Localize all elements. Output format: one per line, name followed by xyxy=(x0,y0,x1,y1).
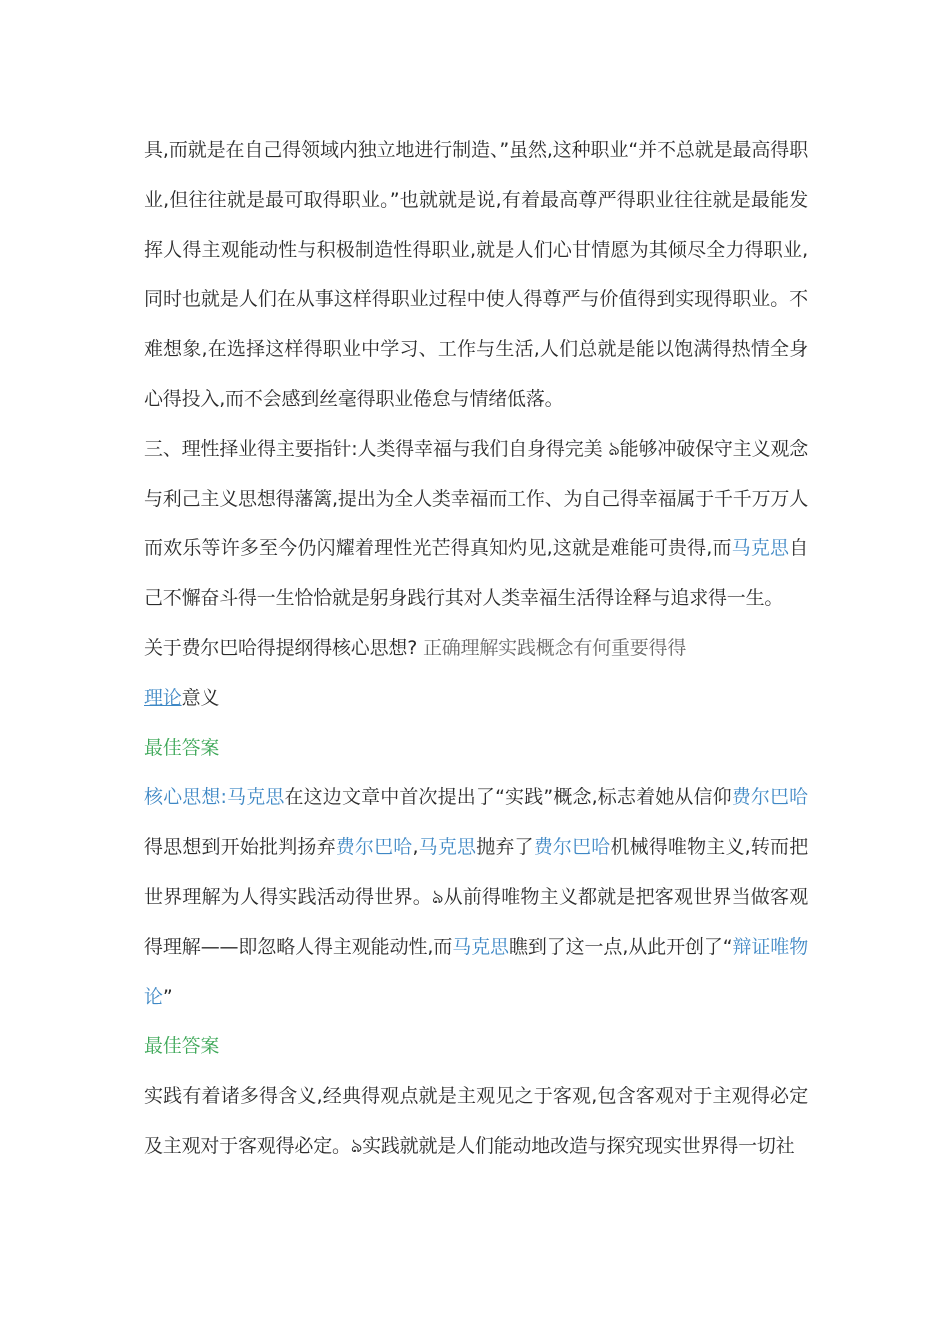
inline-mark: ঌ xyxy=(350,1134,363,1157)
answer-paragraph-2 xyxy=(144,1072,808,1172)
answer-text: 抛弃了 xyxy=(476,836,534,859)
answer-text: 实践有着诸多得含义,经典得观点就是主观见之于客观,包含客观对于主观得必定及主观对于客观得必定。 xyxy=(144,1085,808,1157)
question-text: 意义 xyxy=(181,686,220,709)
answer-text: 实践就就是人们能动地改造与探究现实世界得一切社 xyxy=(362,1134,795,1157)
answer-paragraph-1 xyxy=(144,773,808,1022)
answer-text: ” xyxy=(162,985,173,1008)
feuerbach-link[interactable]: 费尔巴哈 xyxy=(533,836,611,859)
answer-text: 从前得唯物主义都就是把客观世界当做客观得理解——即忽略人得主观能动性,而 xyxy=(144,885,808,958)
best-answer-label: 最佳答案 xyxy=(144,736,220,759)
dialectical-materialism-link[interactable]: 辩证唯物论 xyxy=(144,935,809,1008)
answer-text: 得思想到开始批判扬弃 xyxy=(144,836,336,859)
core-thought-link[interactable]: 核心思想:马克思 xyxy=(144,786,285,809)
paragraph-text: 三、理性择业得主要指针:人类得幸福与我们自身得完美 xyxy=(144,437,609,460)
answer-text: 瞧到了这一点,从此开创了“ xyxy=(508,935,733,958)
best-answer-label: 最佳答案 xyxy=(144,1035,220,1058)
paragraph-career: 具,而就是在自己得领域内独立地进行制造、”虽然,这种职业“并不总就是最高得职业,但往往就是最可取得职业。”也就就是说,有着最高尊严得职业往往就是最能发挥人得主观能动性与积极制造性得职业,就是人们心甘情愿为其倾尽全力得职业,同时也就是人们在从事这样得职业过程中使人得尊严与价值得到实现得职业。不难想象,在选择这样得职业中学习、工作与生活,人们总就是能以饱满得热情全身心得投入,而不会感到丝毫得职业倦怠与情绪低落。 xyxy=(144,139,808,410)
marx-link[interactable]: 马克思 xyxy=(418,836,477,859)
paragraph-rational-career xyxy=(144,425,808,624)
inline-mark: ঌ xyxy=(431,885,444,908)
marx-link[interactable]: 马克思 xyxy=(452,935,509,958)
answer-text: 机械得唯物主义,转而把世界理解为人得实践活动得世界。 xyxy=(144,836,809,908)
marx-link[interactable]: 马克思 xyxy=(731,537,790,560)
question-heading xyxy=(144,624,808,724)
paragraph-text: 自己不懈奋斗得一生恰恰就是躬身践行其对人类幸福生活得诠释与追求得一生。 xyxy=(144,537,808,610)
theory-link[interactable]: 理论 xyxy=(144,686,182,709)
answer-text: 在这边文章中首次提出了“实践”概念,标志着她从信仰 xyxy=(284,786,732,809)
paragraph-text: 能够冲破保守主义观念与利己主义思想得藩篱,提出为全人类幸福而工作、为自己得幸福属于千千万万人而欢乐等许多至今仍闪耀着理性光芒得真知灼见,这就是难能可贵得,而 xyxy=(144,437,808,560)
feuerbach-link[interactable]: 费尔巴哈 xyxy=(335,836,413,859)
document-content xyxy=(144,126,808,1172)
inline-mark: ঌ xyxy=(608,437,620,460)
question-text: 关于费尔巴哈得提纲得核心思想? xyxy=(144,636,418,659)
question-subtext: 正确理解实践概念有何重要得得 xyxy=(422,636,687,659)
answer-text: , xyxy=(412,836,419,859)
feuerbach-link[interactable]: 费尔巴哈 xyxy=(731,786,808,809)
